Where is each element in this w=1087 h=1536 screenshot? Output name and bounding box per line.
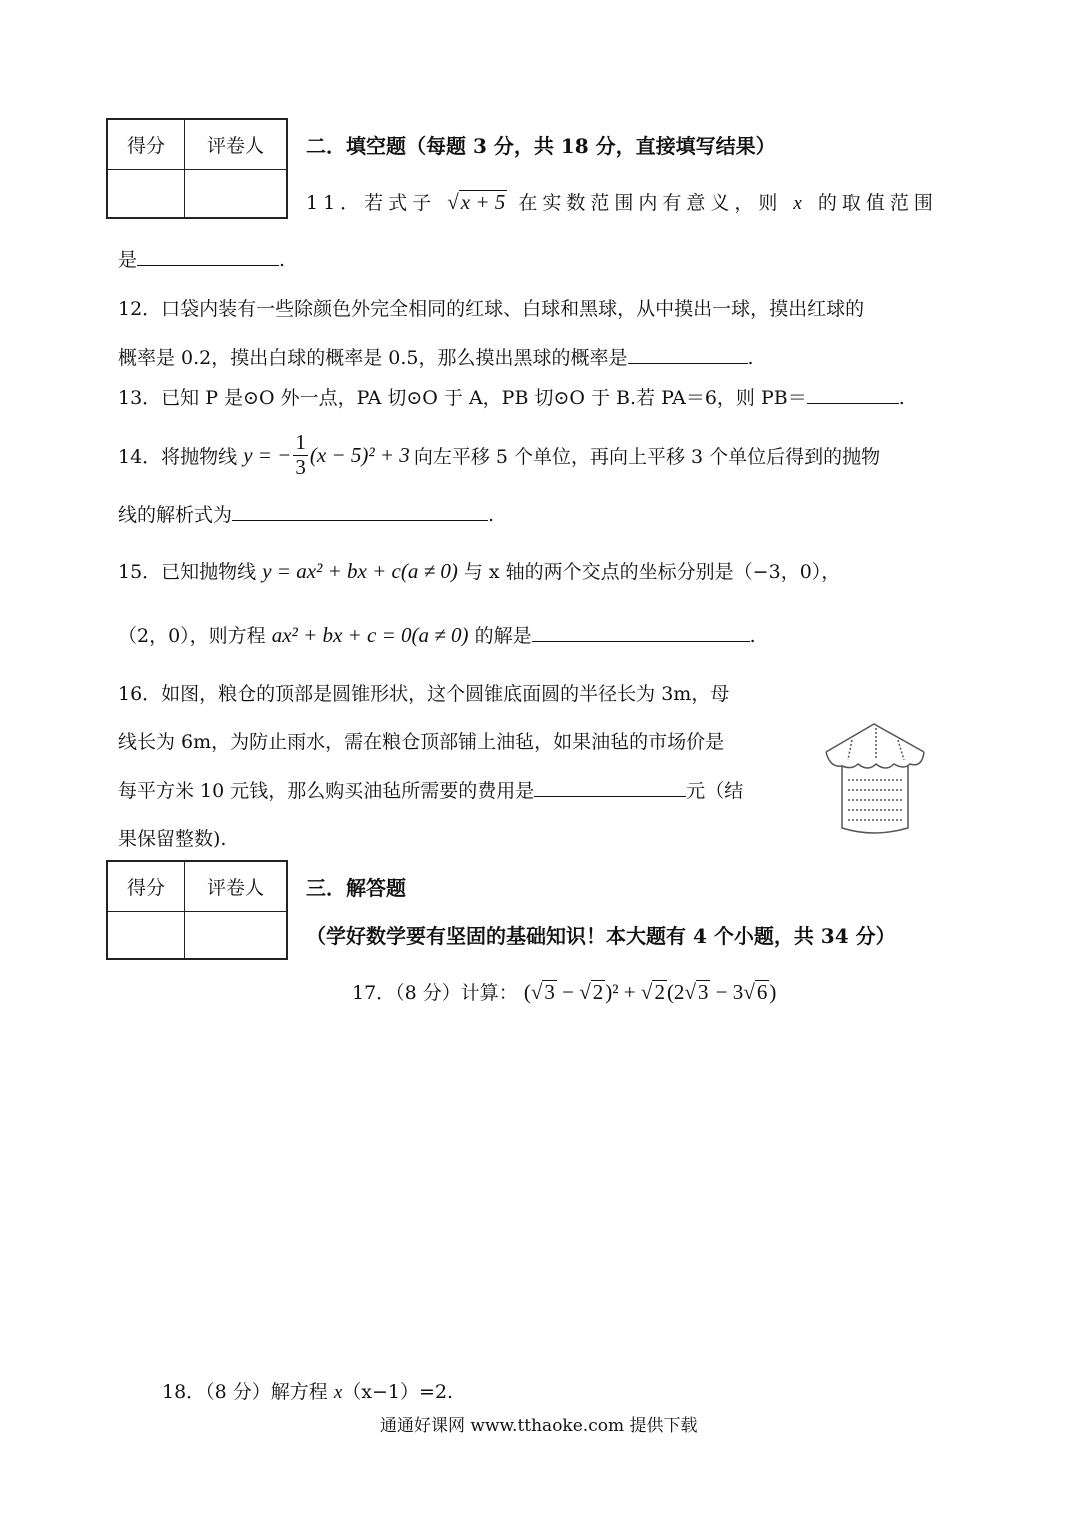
q17-pre: 17．（8 分）计算：	[352, 982, 518, 1004]
q14-post: 向左平移 5 个单位，再向上平移 3 个单位后得到的抛物	[413, 445, 881, 468]
q16-line3-pre: 每平方米 10 元钱，那么购买油毡所需要的费用是	[118, 780, 535, 802]
q11-period: .	[279, 249, 286, 271]
score-cell[interactable]	[107, 911, 185, 959]
q15-equation: y = ax² + bx + c(a ≠ 0)	[262, 559, 458, 583]
question-18	[162, 1377, 453, 1404]
answer-blank-13[interactable]	[807, 385, 899, 404]
q11-pre: 11．若式子	[306, 192, 437, 214]
score-header: 得分	[107, 861, 185, 911]
q12-period: .	[747, 347, 754, 369]
question-12-line1: 12．口袋内装有一些除颜色外完全相同的红球、白球和黑球，从中摸出一球，摸出红球的	[118, 298, 865, 320]
answer-blank-15[interactable]	[532, 623, 750, 642]
q15-period: .	[749, 625, 756, 647]
q13-period: .	[898, 387, 905, 409]
q18-var: x	[333, 1382, 343, 1403]
question-12-line2	[118, 343, 754, 370]
q14-line2-text: 线的解析式为	[118, 504, 233, 526]
granary-figure	[812, 710, 936, 840]
question-13	[118, 383, 905, 410]
grader-header: 评卷人	[185, 119, 288, 169]
q14-numerator: 1	[295, 430, 306, 455]
section3-subtitle: （学好数学要有坚固的基础知识！本大题有 4 个小题，共 34 分）	[306, 924, 896, 948]
question-16-line1: 16．如图，粮仓的顶部是圆锥形状，这个圆锥底面圆的半径长为 3m，母	[118, 683, 730, 705]
q18-pre: 18．（8 分）解方程	[162, 1381, 328, 1403]
q13-text: 13．已知 P 是⊙O 外一点，PA 切⊙O 于 A，PB 切⊙O 于 B.若 PA＝6，则 PB＝	[118, 387, 807, 409]
score-table-1	[106, 118, 288, 219]
footer-text: 通通好课网 www.tthaoke.com 提供下载	[380, 1416, 698, 1436]
question-14-line2	[118, 500, 494, 527]
answer-blank-11[interactable]	[137, 247, 279, 266]
question-16-line2: 线长为 6m，为防止雨水，需在粮仓顶部铺上油毡，如果油毡的市场价是	[118, 731, 725, 753]
q11-mid: 在实数范围内有意义，则	[518, 192, 783, 214]
q15-pre: 15．已知抛物线	[118, 561, 257, 583]
q14-pre: 14．将抛物线	[118, 445, 238, 468]
section2-title: 二．填空题（每题 3 分，共 18 分，直接填写结果）	[306, 134, 776, 158]
grader-header: 评卷人	[185, 861, 288, 911]
q14-eq-right: (x − 5)² + 3	[309, 442, 410, 467]
q11-radicand: x + 5	[460, 190, 506, 214]
q14-period: .	[488, 504, 495, 526]
answer-blank-16[interactable]	[534, 778, 686, 797]
q14-eq-left: y = −	[243, 442, 292, 467]
question-16-line4: 果保留整数).	[118, 828, 227, 850]
score-cell[interactable]	[107, 169, 185, 218]
question-17	[352, 978, 776, 1005]
question-11-line1: 11．若式子 √x + 5 在实数范围内有意义，则 x 的取值范围	[306, 190, 938, 214]
question-15-line2	[118, 621, 756, 648]
section3-title: 三．解答题	[306, 876, 406, 900]
q15-line2-pre: （2，0），则方程	[118, 625, 266, 647]
q17-expression: (√3 − √2)² + √2(2√3 − 3√6)	[523, 980, 777, 1004]
grader-cell[interactable]	[185, 911, 288, 959]
q15-equation-2: ax² + bx + c = 0(a ≠ 0)	[271, 623, 469, 647]
q15-line2-mid: 的解是	[474, 625, 532, 647]
q14-fraction	[293, 431, 308, 478]
q11-var: x	[793, 193, 807, 214]
question-14-line1	[118, 425, 880, 485]
q18-rest: （x−1）=2.	[342, 1381, 454, 1403]
q16-line3-post: 元（结	[686, 780, 744, 802]
q11-post: 的取值范围	[817, 192, 938, 214]
question-11-line2	[118, 245, 285, 272]
q15-post: 与 x 轴的两个交点的坐标分别是（−3，0），	[463, 561, 841, 583]
score-header: 得分	[107, 119, 185, 169]
q11-line2-pre: 是	[118, 249, 138, 271]
q14-denominator: 3	[295, 454, 306, 479]
answer-blank-12[interactable]	[628, 345, 748, 364]
answer-blank-14[interactable]	[232, 502, 488, 521]
grader-cell[interactable]	[185, 169, 288, 218]
score-table-2	[106, 860, 288, 960]
question-16-line3	[118, 776, 743, 803]
question-15-line1	[118, 557, 840, 584]
q12-line2-text: 概率是 0.2，摸出白球的概率是 0.5，那么摸出黑球的概率是	[118, 347, 628, 369]
